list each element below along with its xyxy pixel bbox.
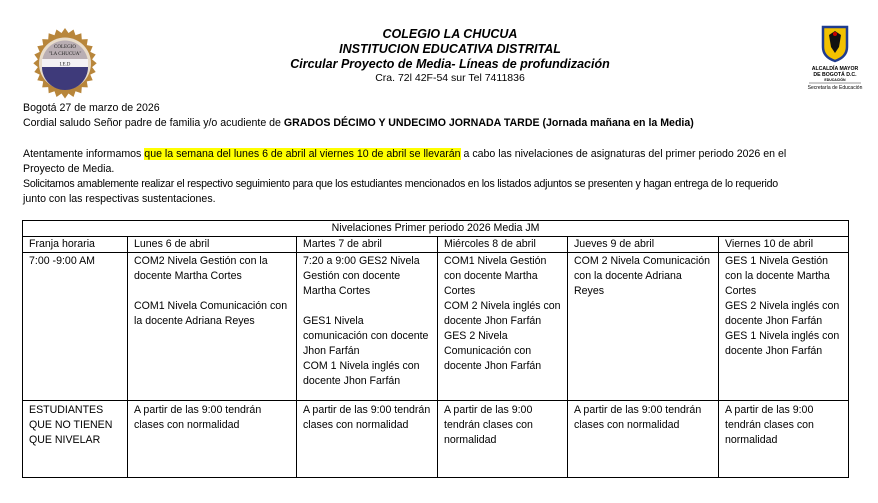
- para1-end: a cabo las nivelaciones de asignaturas del primer periodo 2026 en el: [460, 148, 787, 160]
- schedule-entry: COM 2 Nivela inglés con docente Jhon Farfán: [444, 300, 561, 327]
- friday-cell: A partir de las 9:00 tendrán clases con normalidad: [719, 401, 849, 478]
- logo-educacion-text: EDUCACIÓN: [824, 78, 846, 82]
- seal-text-name: "LA CHUCUA": [48, 52, 82, 57]
- schedule-entry: GES 2 Nivela Comunicación con docente Jhon Farfán: [444, 330, 542, 372]
- institution-type: INSTITUCION EDUCATIVA DISTRITAL: [339, 42, 561, 56]
- schedule-entry: GES 1 Nivela inglés con docente Jhon Farfán: [725, 330, 840, 357]
- greeting-recipients: GRADOS DÉCIMO Y UNDECIMO JORNADA TARDE (Jornada mañana en la Media): [283, 117, 694, 129]
- schedule-entry: 7:20 a 9:00 GES2 Nivela Gestión con docente Martha Cortes: [303, 255, 420, 297]
- monday-cell: A partir de las 9:00 tendrán clases con normalidad: [128, 401, 297, 478]
- paragraph-1-line-1: [23, 147, 786, 162]
- thursday-cell: A partir de las 9:00 tendrán clases con normalidad: [568, 401, 719, 478]
- column-header-tuesday: Martes 7 de abril: [297, 237, 438, 253]
- schedule-entry: GES 1 Nivela Gestión con la docente Martha Cortes: [725, 255, 830, 297]
- column-header-wednesday: Miércoles 8 de abril: [438, 237, 568, 253]
- schedule-entry: COM1 Nivela Comunicación con la docente Adriana Reyes: [134, 300, 288, 327]
- schedule-entry: COM2 Nivela Gestión con la docente Martha Cortes: [134, 255, 268, 282]
- column-header-time-slot: Franja horaria: [23, 237, 128, 253]
- schedule-entry: COM 1 Nivela inglés con docente Jhon Farfán: [303, 360, 420, 387]
- letter-greeting: [23, 116, 694, 131]
- friday-cell: [719, 253, 849, 401]
- column-header-thursday: Jueves 9 de abril: [568, 237, 719, 253]
- table-row: [23, 253, 849, 401]
- column-header-friday: Viernes 10 de abril: [719, 237, 849, 253]
- thursday-cell: [568, 253, 719, 401]
- schedule-entry: GES 2 Nivela inglés con docente Jhon Farfán: [725, 300, 840, 327]
- school-address: Cra. 72l 42F-54 sur Tel 7411836: [375, 72, 525, 84]
- school-name: COLEGIO LA CHUCUA: [382, 27, 518, 41]
- table-row: [23, 401, 849, 478]
- leveling-schedule-table: [22, 220, 849, 478]
- alcaldia-bogota-logo: [805, 25, 865, 95]
- para1-start: Atentamente informamos: [23, 148, 145, 160]
- paragraph-2-line-2: junto con las respectivas sustentaciones.: [23, 193, 216, 205]
- letter-date: Bogotá 27 de marzo de 2026: [23, 102, 160, 114]
- paragraph-2-line-1: Solicitamos amablemente realizar el respectivo seguimiento para que los estudiantes mencionados en los listados adjuntos se presenten y hagan entrega de lo requerido: [23, 178, 778, 190]
- logo-secretaria-text: Secretaría de Educación: [807, 85, 863, 91]
- table-title-row: [23, 221, 849, 237]
- schedule-entry: COM 2 Nivela Comunicación con la docente Adriana Reyes: [574, 255, 711, 297]
- time-slot-cell: 7:00 -9:00 AM: [23, 253, 128, 401]
- monday-cell: [128, 253, 297, 401]
- greeting-prefix: Cordial saludo Señor padre de familia y/o acudiente de: [23, 117, 284, 129]
- schedule-entry: GES1 Nivela comunicación con docente Jhon Farfán: [303, 315, 429, 357]
- logo-bogota-text: DE BOGOTÁ D.C.: [813, 72, 857, 78]
- tuesday-cell: [297, 253, 438, 401]
- wednesday-cell: A partir de las 9:00 tendrán clases con normalidad: [438, 401, 568, 478]
- table-header-row: [23, 237, 849, 253]
- time-slot-cell: ESTUDIANTES QUE NO TIENEN QUE NIVELAR: [23, 401, 128, 478]
- letterhead: [250, 27, 650, 85]
- paragraph-1-line-2: Proyecto de Media.: [23, 163, 115, 175]
- seal-text-ied: I.E.D: [59, 62, 71, 68]
- tuesday-cell: A partir de las 9:00 tendrán clases con normalidad: [297, 401, 438, 478]
- table-title: Nivelaciones Primer periodo 2026 Media JM: [23, 221, 849, 237]
- circular-title: Circular Proyecto de Media- Líneas de profundización: [290, 57, 610, 71]
- wednesday-cell: [438, 253, 568, 401]
- schedule-entry: COM1 Nivela Gestión con docente Martha Cortes: [444, 255, 547, 297]
- column-header-monday: Lunes 6 de abril: [128, 237, 297, 253]
- logo-alcaldia-text: ALCALDÍA MAYOR: [811, 66, 859, 72]
- seal-text-colegio: COLEGIO: [54, 45, 76, 50]
- school-seal-logo: [27, 27, 103, 103]
- para1-highlight: que la semana del lunes 6 de abril al viernes 10 de abril se llevarán: [144, 148, 461, 160]
